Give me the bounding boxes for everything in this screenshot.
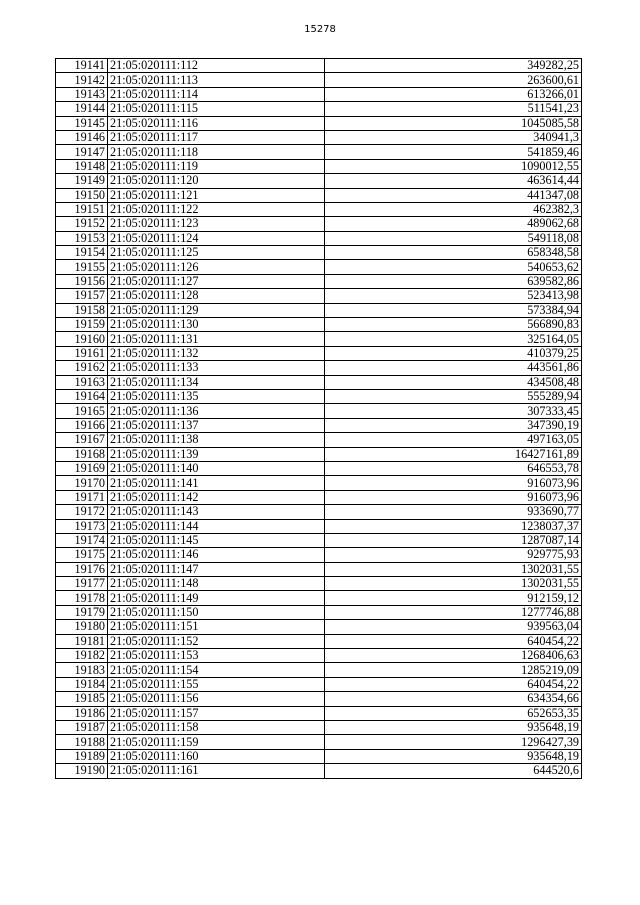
- cadastral-value-cell: 935648,19: [325, 749, 582, 763]
- cadastral-value-cell: 1090012,55: [325, 159, 582, 173]
- row-number-cell: 19169: [56, 461, 108, 475]
- row-number-cell: 19170: [56, 476, 108, 490]
- row-number-cell: 19177: [56, 577, 108, 591]
- cadastral-value-cell: 935648,19: [325, 720, 582, 734]
- table-row: [56, 677, 582, 691]
- row-number-cell: 19186: [56, 706, 108, 720]
- cadastral-value-cell: 463614,44: [325, 174, 582, 188]
- table-row: [56, 649, 582, 663]
- cadastral-number-cell: 21:05:020111:153: [108, 649, 325, 663]
- table-row: [56, 102, 582, 116]
- cadastral-number-cell: 21:05:020111:115: [108, 102, 325, 116]
- table-row: [56, 490, 582, 504]
- row-number-cell: 19147: [56, 145, 108, 159]
- table-row: [56, 404, 582, 418]
- cadastral-number-cell: 21:05:020111:138: [108, 433, 325, 447]
- table-row: [56, 73, 582, 87]
- cadastral-value-cell: 1268406,63: [325, 649, 582, 663]
- cadastral-number-cell: 21:05:020111:161: [108, 764, 325, 778]
- row-number-cell: 19158: [56, 303, 108, 317]
- table-row: [56, 202, 582, 216]
- table-row: [56, 174, 582, 188]
- row-number-cell: 19172: [56, 505, 108, 519]
- cadastral-value-cell: 16427161,89: [325, 447, 582, 461]
- cadastral-number-cell: 21:05:020111:141: [108, 476, 325, 490]
- row-number-cell: 19145: [56, 116, 108, 130]
- table-row: [56, 116, 582, 130]
- table-row: [56, 375, 582, 389]
- cadastral-number-cell: 21:05:020111:145: [108, 533, 325, 547]
- cadastral-value-cell: 646553,78: [325, 461, 582, 475]
- cadastral-number-cell: 21:05:020111:147: [108, 562, 325, 576]
- cadastral-value-cell: 640454,22: [325, 677, 582, 691]
- row-number-cell: 19168: [56, 447, 108, 461]
- table-row: [56, 692, 582, 706]
- cadastral-value-cell: 916073,96: [325, 476, 582, 490]
- table-row: [56, 634, 582, 648]
- table-row: [56, 663, 582, 677]
- table-row: [56, 533, 582, 547]
- row-number-cell: 19144: [56, 102, 108, 116]
- cadastral-value-cell: 434508,48: [325, 375, 582, 389]
- cadastral-number-cell: 21:05:020111:134: [108, 375, 325, 389]
- cadastral-value-cell: 1285219,09: [325, 663, 582, 677]
- row-number-cell: 19184: [56, 677, 108, 691]
- row-number-cell: 19142: [56, 73, 108, 87]
- cadastral-number-cell: 21:05:020111:151: [108, 620, 325, 634]
- table-row: [56, 289, 582, 303]
- row-number-cell: 19148: [56, 159, 108, 173]
- table-row: [56, 361, 582, 375]
- row-number-cell: 19180: [56, 620, 108, 634]
- cadastral-value-cell: 933690,77: [325, 505, 582, 519]
- table-row: [56, 303, 582, 317]
- cadastral-number-cell: 21:05:020111:128: [108, 289, 325, 303]
- table-row: [56, 591, 582, 605]
- cadastral-value-cell: 1302031,55: [325, 562, 582, 576]
- table-row: [56, 447, 582, 461]
- row-number-cell: 19155: [56, 260, 108, 274]
- cadastral-number-cell: 21:05:020111:152: [108, 634, 325, 648]
- cadastral-number-cell: 21:05:020111:130: [108, 318, 325, 332]
- cadastral-value-cell: 540653,62: [325, 260, 582, 274]
- cadastral-number-cell: 21:05:020111:155: [108, 677, 325, 691]
- cadastral-value-cell: 1287087,14: [325, 533, 582, 547]
- table-body: [56, 59, 582, 779]
- cadastral-value-cell: 613266,01: [325, 87, 582, 101]
- cadastral-number-cell: 21:05:020111:146: [108, 548, 325, 562]
- table-row: [56, 735, 582, 749]
- table-row: [56, 87, 582, 101]
- cadastral-number-cell: 21:05:020111:156: [108, 692, 325, 706]
- cadastral-value-cell: 340941,3: [325, 130, 582, 144]
- row-number-cell: 19189: [56, 749, 108, 763]
- cadastral-value-cell: 573384,94: [325, 303, 582, 317]
- row-number-cell: 19182: [56, 649, 108, 663]
- row-number-cell: 19179: [56, 605, 108, 619]
- cadastral-value-cell: 912159,12: [325, 591, 582, 605]
- cadastral-number-cell: 21:05:020111:112: [108, 59, 325, 73]
- row-number-cell: 19173: [56, 519, 108, 533]
- cadastral-number-cell: 21:05:020111:129: [108, 303, 325, 317]
- cadastral-value-cell: 443561,86: [325, 361, 582, 375]
- cadastral-number-cell: 21:05:020111:143: [108, 505, 325, 519]
- cadastral-value-cell: 555289,94: [325, 389, 582, 403]
- row-number-cell: 19157: [56, 289, 108, 303]
- row-number-cell: 19151: [56, 202, 108, 216]
- cadastral-number-cell: 21:05:020111:132: [108, 346, 325, 360]
- row-number-cell: 19188: [56, 735, 108, 749]
- cadastral-number-cell: 21:05:020111:154: [108, 663, 325, 677]
- row-number-cell: 19165: [56, 404, 108, 418]
- table-row: [56, 130, 582, 144]
- cadastral-value-cell: 566890,83: [325, 318, 582, 332]
- table-row: [56, 706, 582, 720]
- table-row: [56, 418, 582, 432]
- cadastral-value-cell: 1296427,39: [325, 735, 582, 749]
- cadastral-number-cell: 21:05:020111:117: [108, 130, 325, 144]
- cadastral-value-cell: 929775,93: [325, 548, 582, 562]
- table-row: [56, 548, 582, 562]
- table-row: [56, 188, 582, 202]
- row-number-cell: 19153: [56, 231, 108, 245]
- cadastral-number-cell: 21:05:020111:126: [108, 260, 325, 274]
- table-row: [56, 318, 582, 332]
- cadastral-value-cell: 410379,25: [325, 346, 582, 360]
- cadastral-value-cell: 1277746,88: [325, 605, 582, 619]
- cadastral-number-cell: 21:05:020111:125: [108, 246, 325, 260]
- cadastral-value-cell: 658348,58: [325, 246, 582, 260]
- cadastral-number-cell: 21:05:020111:119: [108, 159, 325, 173]
- cadastral-value-cell: 325164,05: [325, 332, 582, 346]
- cadastral-value-cell: 523413,98: [325, 289, 582, 303]
- row-number-cell: 19162: [56, 361, 108, 375]
- cadastral-value-cell: 347390,19: [325, 418, 582, 432]
- cadastral-value-cell: 1045085,58: [325, 116, 582, 130]
- cadastral-number-cell: 21:05:020111:137: [108, 418, 325, 432]
- row-number-cell: 19159: [56, 318, 108, 332]
- row-number-cell: 19156: [56, 274, 108, 288]
- row-number-cell: 19163: [56, 375, 108, 389]
- cadastral-value-cell: 511541,23: [325, 102, 582, 116]
- cadastral-value-cell: 939563,04: [325, 620, 582, 634]
- table-row: [56, 59, 582, 73]
- cadastral-number-cell: 21:05:020111:131: [108, 332, 325, 346]
- cadastral-number-cell: 21:05:020111:120: [108, 174, 325, 188]
- table-row: [56, 274, 582, 288]
- table-row: [56, 519, 582, 533]
- cadastral-number-cell: 21:05:020111:150: [108, 605, 325, 619]
- cadastral-number-cell: 21:05:020111:113: [108, 73, 325, 87]
- cadastral-value-cell: 652653,35: [325, 706, 582, 720]
- row-number-cell: 19161: [56, 346, 108, 360]
- table-row: [56, 231, 582, 245]
- cadastral-value-cell: 640454,22: [325, 634, 582, 648]
- row-number-cell: 19171: [56, 490, 108, 504]
- cadastral-number-cell: 21:05:020111:122: [108, 202, 325, 216]
- row-number-cell: 19183: [56, 663, 108, 677]
- row-number-cell: 19176: [56, 562, 108, 576]
- row-number-cell: 19187: [56, 720, 108, 734]
- table-row: [56, 389, 582, 403]
- table-row: [56, 159, 582, 173]
- page-number: 15278: [304, 24, 336, 35]
- row-number-cell: 19174: [56, 533, 108, 547]
- cadastral-number-cell: 21:05:020111:116: [108, 116, 325, 130]
- row-number-cell: 19149: [56, 174, 108, 188]
- cadastral-value-cell: 441347,08: [325, 188, 582, 202]
- row-number-cell: 19185: [56, 692, 108, 706]
- table-row: [56, 461, 582, 475]
- table-row: [56, 433, 582, 447]
- cadastral-value-cell: 489062,68: [325, 217, 582, 231]
- cadastral-value-cell: 307333,45: [325, 404, 582, 418]
- cadastral-value-cell: 639582,86: [325, 274, 582, 288]
- table-row: [56, 720, 582, 734]
- cadastral-number-cell: 21:05:020111:159: [108, 735, 325, 749]
- row-number-cell: 19143: [56, 87, 108, 101]
- cadastral-value-cell: 462382,3: [325, 202, 582, 216]
- table-row: [56, 505, 582, 519]
- cadastral-value-cell: 349282,25: [325, 59, 582, 73]
- cadastral-value-cell: 263600,61: [325, 73, 582, 87]
- cadastral-number-cell: 21:05:020111:118: [108, 145, 325, 159]
- cadastral-number-cell: 21:05:020111:139: [108, 447, 325, 461]
- table-row: [56, 749, 582, 763]
- cadastral-number-cell: 21:05:020111:136: [108, 404, 325, 418]
- row-number-cell: 19167: [56, 433, 108, 447]
- row-number-cell: 19154: [56, 246, 108, 260]
- cadastral-number-cell: 21:05:020111:160: [108, 749, 325, 763]
- table-row: [56, 217, 582, 231]
- cadastral-value-cell: 1302031,55: [325, 577, 582, 591]
- cadastral-value-cell: 497163,05: [325, 433, 582, 447]
- cadastral-value-cell: 644520,6: [325, 764, 582, 778]
- row-number-cell: 19166: [56, 418, 108, 432]
- cadastral-value-table: [55, 58, 582, 779]
- cadastral-number-cell: 21:05:020111:142: [108, 490, 325, 504]
- table-row: [56, 764, 582, 778]
- cadastral-number-cell: 21:05:020111:144: [108, 519, 325, 533]
- cadastral-number-cell: 21:05:020111:121: [108, 188, 325, 202]
- table-row: [56, 145, 582, 159]
- row-number-cell: 19190: [56, 764, 108, 778]
- cadastral-number-cell: 21:05:020111:133: [108, 361, 325, 375]
- cadastral-value-cell: 634354,66: [325, 692, 582, 706]
- cadastral-value-cell: 1238037,37: [325, 519, 582, 533]
- cadastral-number-cell: 21:05:020111:124: [108, 231, 325, 245]
- cadastral-number-cell: 21:05:020111:135: [108, 389, 325, 403]
- cadastral-value-cell: 549118,08: [325, 231, 582, 245]
- table-row: [56, 577, 582, 591]
- row-number-cell: 19164: [56, 389, 108, 403]
- cadastral-number-cell: 21:05:020111:149: [108, 591, 325, 605]
- cadastral-value-cell: 541859,46: [325, 145, 582, 159]
- row-number-cell: 19150: [56, 188, 108, 202]
- cadastral-value-cell: 916073,96: [325, 490, 582, 504]
- row-number-cell: 19178: [56, 591, 108, 605]
- table-row: [56, 346, 582, 360]
- row-number-cell: 19175: [56, 548, 108, 562]
- table-row: [56, 476, 582, 490]
- table-row: [56, 620, 582, 634]
- table-row: [56, 246, 582, 260]
- table-row: [56, 332, 582, 346]
- table-row: [56, 260, 582, 274]
- table-row: [56, 562, 582, 576]
- row-number-cell: 19160: [56, 332, 108, 346]
- row-number-cell: 19152: [56, 217, 108, 231]
- cadastral-number-cell: 21:05:020111:123: [108, 217, 325, 231]
- cadastral-number-cell: 21:05:020111:127: [108, 274, 325, 288]
- cadastral-number-cell: 21:05:020111:148: [108, 577, 325, 591]
- row-number-cell: 19141: [56, 59, 108, 73]
- row-number-cell: 19146: [56, 130, 108, 144]
- cadastral-number-cell: 21:05:020111:157: [108, 706, 325, 720]
- cadastral-number-cell: 21:05:020111:140: [108, 461, 325, 475]
- cadastral-number-cell: 21:05:020111:158: [108, 720, 325, 734]
- cadastral-number-cell: 21:05:020111:114: [108, 87, 325, 101]
- row-number-cell: 19181: [56, 634, 108, 648]
- table-row: [56, 605, 582, 619]
